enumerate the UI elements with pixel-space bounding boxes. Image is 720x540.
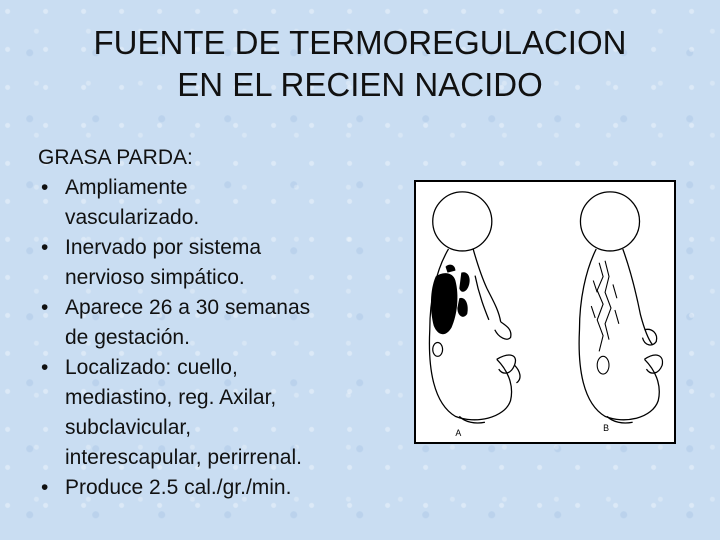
bullet-text: Inervado por sistema — [65, 236, 262, 259]
bullet-marker: • — [41, 356, 49, 379]
infant-brown-fat-illustration — [414, 180, 676, 444]
slide-body — [38, 143, 398, 503]
bullet-marker: • — [41, 476, 49, 499]
bullet-text: subclavicular, — [65, 416, 192, 439]
bullet-marker: • — [41, 176, 49, 199]
kidney-a — [433, 343, 443, 357]
bullet-text: nervioso simpático. — [65, 266, 245, 289]
bullet-text: Produce 2.5 cal./gr./min. — [65, 476, 292, 499]
bullet-marker: • — [41, 296, 49, 319]
brown-fat-b — [591, 261, 619, 374]
bullet-marker: • — [41, 236, 49, 259]
figure-label-a: A — [455, 428, 462, 439]
infant-drawings — [416, 182, 674, 442]
bullet-text: interescapular, perirrenal. — [65, 446, 302, 469]
slide-title — [0, 22, 720, 106]
bullet-text: de gestación. — [65, 326, 190, 349]
figure-label-b: B — [603, 423, 610, 434]
title-line-2: EN EL RECIEN NACIDO — [177, 66, 543, 103]
section-heading: GRASA PARDA: — [38, 146, 193, 169]
list-item — [38, 293, 398, 353]
bullet-text: Ampliamente — [65, 176, 188, 199]
list-item — [38, 353, 398, 473]
list-item — [38, 473, 398, 503]
bullet-text: vascularizado. — [65, 206, 200, 229]
list-item — [38, 173, 398, 233]
bullet-text: Localizado: cuello, — [65, 356, 238, 379]
title-line-1: FUENTE DE TERMOREGULACION — [93, 24, 627, 61]
bullet-text: mediastino, reg. Axilar, — [65, 386, 277, 409]
list-item — [38, 233, 398, 293]
bullet-text: Aparece 26 a 30 semanas — [65, 296, 311, 319]
bullet-list — [38, 173, 398, 503]
